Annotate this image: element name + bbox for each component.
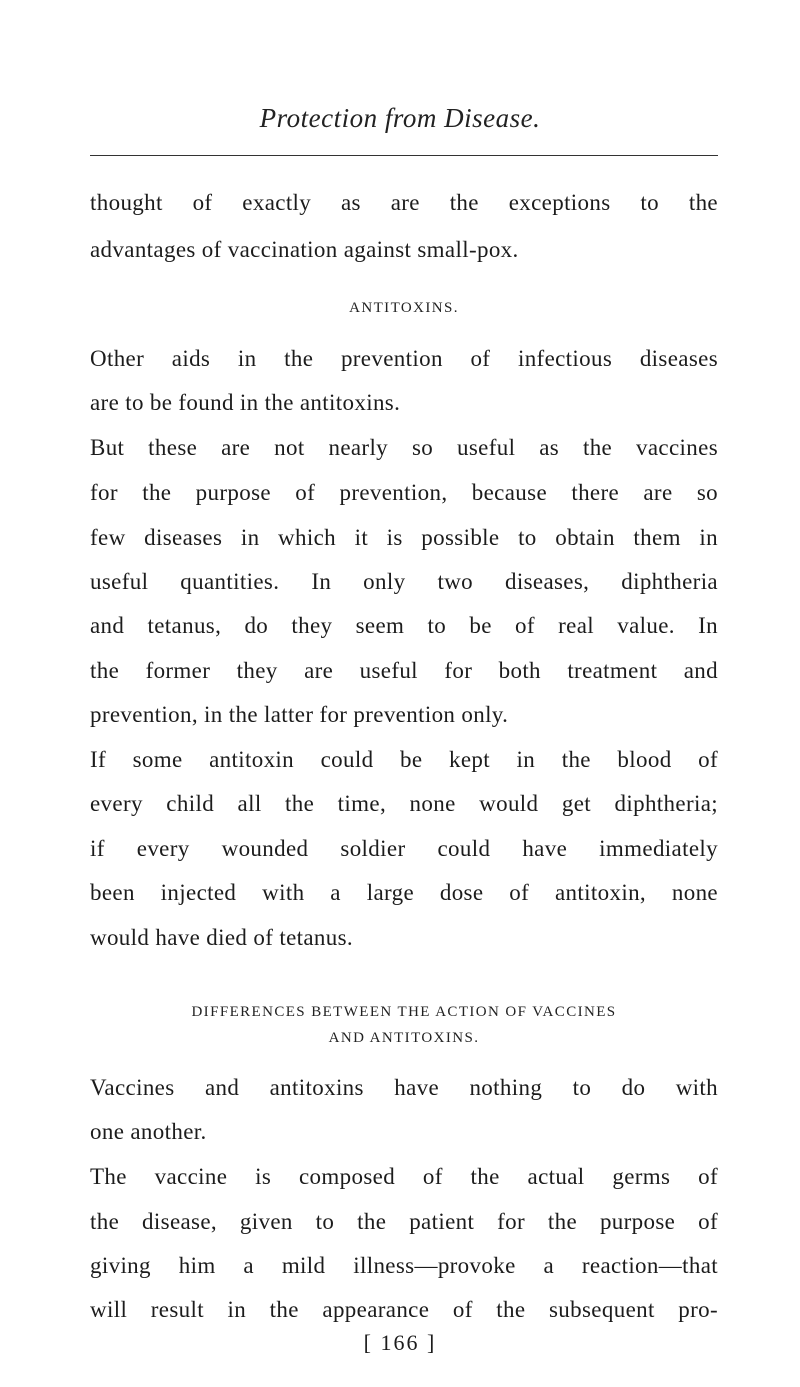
text-line: advantages of vaccination against small-pox. <box>90 237 519 262</box>
text-line: the former they are useful for both treatment and <box>90 658 718 683</box>
text-line: Vaccines and antitoxins have nothing to do with <box>90 1075 718 1100</box>
section-heading-antitoxins: ANTITOXINS. <box>349 300 459 316</box>
text-line: would have died of tetanus. <box>90 925 354 950</box>
text-line: and tetanus, do they seem to be of real value. In <box>90 613 718 638</box>
page-number: [ 166 ] <box>363 1330 437 1355</box>
running-head: Protection from Disease. <box>259 103 541 133</box>
section-heading-differences: DIFFERENCES BETWEEN THE ACTION OF VACCINES <box>191 1004 617 1020</box>
text-line: been injected with a large dose of antitoxin, none <box>90 880 718 905</box>
text-line: the disease, given to the patient for the purpose of <box>90 1209 718 1234</box>
text-line: are to be found in the antitoxins. <box>90 390 401 415</box>
text-line: thought of exactly as are the exceptions to the <box>90 190 718 215</box>
text-line: The vaccine is composed of the actual germs of <box>90 1164 718 1189</box>
text-line: prevention, in the latter for prevention only. <box>90 702 509 727</box>
text-line: for the purpose of prevention, because there are so <box>90 480 718 505</box>
header-rule <box>90 155 718 156</box>
text-line: one another. <box>90 1119 207 1144</box>
text-line: If some antitoxin could be kept in the blood of <box>90 747 718 772</box>
text-line: useful quantities. In only two diseases, diphtheria <box>90 569 718 594</box>
text-line: few diseases in which it is possible to obtain them in <box>90 525 718 550</box>
text-line: every child all the time, none would get diphtheria; <box>90 791 718 816</box>
text-line: will result in the appearance of the subsequent pro- <box>90 1297 718 1322</box>
text-line: giving him a mild illness—provoke a reaction—that <box>90 1253 718 1278</box>
text-line: if every wounded soldier could have immediately <box>90 836 718 861</box>
text-line: But these are not nearly so useful as the vaccines <box>90 435 718 460</box>
section-heading-differences-cont: AND ANTITOXINS. <box>328 1030 480 1046</box>
text-line: Other aids in the prevention of infectious diseases <box>90 346 718 371</box>
